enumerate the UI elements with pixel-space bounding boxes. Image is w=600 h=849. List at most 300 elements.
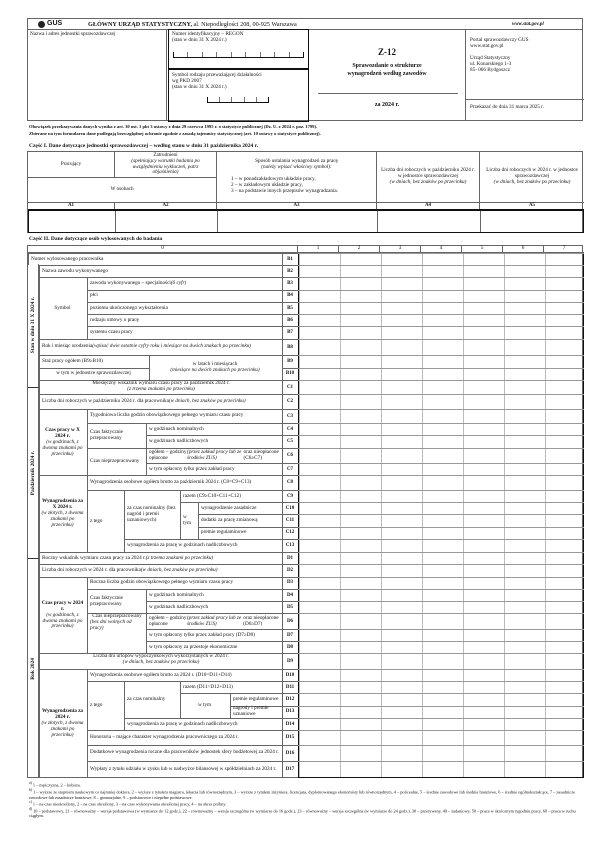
col-a4 xyxy=(377,152,480,202)
row-code: D11 xyxy=(282,681,298,693)
footnote-c: $^{c)}$ 1 – na czas nieokreślony, 2 – na czas określony, 3 – na czas wykonywania określonej pracy, 4 – na okres próbny. xyxy=(29,799,227,807)
row-code: B4 xyxy=(282,290,298,302)
table-row[interactable] xyxy=(298,577,584,589)
c6-label-text: oraz nieopłacone (C6≥C7) xyxy=(243,448,279,461)
nominal-label xyxy=(124,490,180,539)
footnotes xyxy=(29,781,584,819)
d7-label-text: w tym opłacony tylko przez zakład pracy (D7≥D8) xyxy=(149,631,255,638)
sposob-option-2: 2 – w zakładowym układzie pracy, xyxy=(231,181,303,188)
row-code: D10 xyxy=(282,669,298,681)
d17-label xyxy=(87,761,282,778)
table-row[interactable] xyxy=(298,277,584,289)
footnote-d: $^{d)}$ 10 – podstawowy, 21 – równoważny – wersja podstawowa (w wymiarze do 12 godz.), 22 – równoważny – wersja szczególna (w wymiarze do 16 godz.), 23 – równoważny – wersja szczególna (w wymiarze do 24 godz.), 30 – przerywany, 40 – zadaniowy, 50 – praca w skróconym tygodniu pracy, 60 – praca w ruchu ciągłym. xyxy=(29,806,576,819)
form-code: Z-12 xyxy=(378,47,396,57)
d2-label xyxy=(39,564,282,576)
c7-label-text: w tym opłacony tylko przez zakład pracy xyxy=(149,465,235,472)
gus-logo-text: GUS xyxy=(47,20,63,27)
fakt-r-label xyxy=(87,589,146,613)
nominal-r-label-text: za czas nominalny xyxy=(127,696,166,703)
d11-label-text: razem (D11>D12+D13) xyxy=(183,683,233,690)
row-code: B8 xyxy=(282,339,298,356)
c7-label xyxy=(146,463,282,475)
w-osobach-label: W osobach xyxy=(110,186,134,193)
wyn-r-group-text: Wynagrodzenia za 2024 r. xyxy=(41,708,84,721)
table-row[interactable] xyxy=(298,423,584,435)
row-code: C4 xyxy=(282,423,298,435)
table-row[interactable] xyxy=(298,601,584,613)
d5-label xyxy=(146,601,282,613)
part2-table xyxy=(27,245,583,778)
table-row[interactable] xyxy=(298,265,584,277)
b2-label-text: Nazwa zawodu wykonywanego xyxy=(42,267,108,274)
b6-label-text: rodzaju umowy o pracę xyxy=(90,316,139,323)
d15-label xyxy=(87,730,282,744)
row-code: C9 xyxy=(282,490,298,502)
code-a4: A4 xyxy=(377,203,480,209)
c2-label xyxy=(39,394,282,408)
institution-name: GŁÓWNY URZĄD STATYSTYCZNY, xyxy=(88,21,192,28)
form-title-1: Sprawozdanie o strukturze xyxy=(352,63,422,69)
table-row[interactable] xyxy=(298,564,584,576)
office-street: ul. Konarskiego 1-3 xyxy=(470,60,512,67)
regon-date: (stan w dniu 31 X 2024 r.) xyxy=(172,36,227,43)
b8-label-text: Rok i miesiąc urodzenia xyxy=(42,343,93,350)
fakt-r-label-text: Czas faktycznie przepracowany xyxy=(90,594,123,607)
d13-label-text: nagrody i premie uznaniowe xyxy=(233,705,269,718)
sposob-option-1: 1 – w ponadzakładowym układzie pracy, xyxy=(231,175,316,182)
czas-x-group-text: (w godzinach, z dwoma znakami po przecinku) xyxy=(42,438,83,457)
pkd-label: Symbol rodzaju przeważającej działalności xyxy=(172,72,262,78)
table-row[interactable] xyxy=(298,641,584,653)
row-code: C1 xyxy=(282,380,298,394)
c5-label xyxy=(146,435,282,447)
b7-label xyxy=(87,326,282,338)
czas-r-group xyxy=(39,577,87,654)
row-code: B9 xyxy=(282,355,298,367)
d6-label-text: (przez zakład pracy lub ze środków ZUS) xyxy=(187,614,242,627)
legal-note-2: Zbierane na tym formularzu dane podlegają bezwzględnej ochronie zgodnie z zasadą tajemnicy statystycznej (art. 10 ustawy o statystyce publicznej). xyxy=(29,131,321,136)
row-code: D5 xyxy=(282,601,298,613)
b6-label xyxy=(87,314,282,326)
c1-label-text: Miesięczny wskaźnik wymiaru czasu pracy za październik 2024 r. xyxy=(92,379,230,386)
z-tego-label xyxy=(87,490,124,552)
table-row[interactable] xyxy=(298,613,584,629)
row-code: C8 xyxy=(282,475,298,489)
table-row[interactable] xyxy=(298,435,584,447)
gus-logo-icon xyxy=(38,21,45,28)
table-row[interactable] xyxy=(298,653,584,669)
side-b-text: Stan w dniu 31 X 2024 r. xyxy=(29,297,36,354)
c11-label-text: dodatki za pracę zmianową xyxy=(201,517,258,523)
form-period-divider xyxy=(318,93,458,94)
d13-label xyxy=(230,706,282,718)
row-code: D8 xyxy=(282,641,298,653)
row-code: D12 xyxy=(282,693,298,705)
code-a2: A2 xyxy=(115,203,217,209)
b1-label xyxy=(28,253,282,265)
d9-label xyxy=(39,653,282,669)
row-code: C6 xyxy=(282,448,298,464)
row-code: D13 xyxy=(282,706,298,718)
c4-label-text: w godzinach nominalnych xyxy=(149,425,204,432)
c6-label-text: ogółem – godziny opłacone xyxy=(149,448,187,461)
part2-title: Część II. Dane dotyczące osób wylosowanych do badania xyxy=(29,236,163,242)
c10-label-text: wynagrodzenie zasadnicze xyxy=(201,504,257,511)
col-7-header: 7 xyxy=(562,245,566,251)
d12-label xyxy=(230,693,282,705)
c12-label xyxy=(198,527,282,539)
wyn-r-group xyxy=(39,669,87,778)
nominal-label-text: za czas nominalny (bez nagród i premii uznaniowych) xyxy=(127,504,176,523)
row-code: D16 xyxy=(282,745,298,762)
col-pracujacy xyxy=(28,152,115,178)
b9-label-text: Staż pracy ogółem (B9≥B10) xyxy=(42,357,103,364)
d16-label xyxy=(87,745,282,762)
w-tym-r-label-text: w tym xyxy=(197,702,212,709)
d4-label-text: w godzinach nominalnych xyxy=(149,591,204,598)
d10-label xyxy=(87,669,282,681)
deadline: Przekazać do dnia 31 marca 2025 r. xyxy=(466,99,584,116)
input-a5[interactable] xyxy=(481,211,583,232)
b9-unit-text: w latach i miesiącach xyxy=(192,361,238,368)
table-row[interactable] xyxy=(298,552,584,564)
col-a5 xyxy=(480,152,584,202)
z-tego-label-text: z tego xyxy=(90,517,103,524)
table-row[interactable] xyxy=(298,475,584,489)
col-1-header: 1 xyxy=(298,246,339,252)
row-code: C13 xyxy=(282,539,298,552)
legal-note-1: Obowiązek przekazywania danych wynika z art. 30 ust. 1 pkt 3 ustawy z dnia 29 czerwca 1995 r. o statystyce publicznej (Dz. U. z 2024 r. poz. 1799). xyxy=(29,124,318,129)
part1-title: Część I. Dane dotyczące jednostki sprawozdawczej – według stanu w dniu 31 października 2024 r. xyxy=(29,143,258,149)
side-label-b xyxy=(28,264,39,388)
table-row[interactable] xyxy=(298,355,584,367)
c9-label-text: razem (C9≥C10+C11+C12) xyxy=(183,492,241,499)
c2-label-text: (w dniach, bez znaków po przecinku) xyxy=(168,397,246,404)
czas-r-group-text: Czas pracy w 2024 r. xyxy=(41,599,84,612)
website: www.stat.gov.pl xyxy=(512,22,544,27)
d10-label-text: Wynagrodzenia osobowe ogółem brutto za 2024 r. (D10=D11+D14) xyxy=(90,671,232,678)
symbol-label-text: Symbol xyxy=(54,304,71,311)
row-code: C11 xyxy=(282,514,298,526)
b4-label xyxy=(87,290,282,302)
nieprzep-label-text: Czas nieprzepracowany xyxy=(90,458,140,465)
c13-label xyxy=(124,539,282,552)
table-row[interactable] xyxy=(298,302,584,314)
d8-label xyxy=(146,641,282,653)
d17-label-text: Wypłaty z tytułu udziału w zysku lub w nadwyżce bilansowej w spółdzielniach za 2024 r. xyxy=(90,766,277,773)
c1-label xyxy=(39,380,282,394)
table-row[interactable] xyxy=(298,514,584,526)
row-code: B2 xyxy=(282,265,298,277)
row-code: C10 xyxy=(282,502,298,514)
table-row[interactable] xyxy=(298,368,584,380)
b5-label-text: poziomu ukończonego wykształcenia xyxy=(90,304,168,311)
input-a1[interactable] xyxy=(29,211,116,232)
portal-line: Portal sprawozdawczy GUS xyxy=(470,37,529,43)
wyn-x-group-text: (w złotych, z dwoma znakami po przecinku) xyxy=(41,510,84,529)
d2-label-text: Liczba dni roboczych w 2024 r. dla pracownika xyxy=(42,567,141,574)
table-row[interactable] xyxy=(298,339,584,356)
office-city: 85- 066 Bydgoszcz xyxy=(470,66,511,73)
code-a1: A1 xyxy=(28,203,115,209)
table-row[interactable] xyxy=(298,681,584,693)
col-0-header: 0 xyxy=(28,246,298,252)
czas-x-group xyxy=(39,409,87,476)
d3-label-text: Roczna liczba godzin obowiązkowego pełnego wymiaru czasu pracy xyxy=(90,579,234,586)
b3-label-text: (6 cyfr) xyxy=(170,280,187,287)
d9-label-text: Liczba dni urlopów wypoczynkowych wykorzystanych w 2024 r. xyxy=(93,653,229,660)
col-sposob-note: (należy wpisać właściwy symbol): xyxy=(261,163,332,170)
c4-label xyxy=(146,423,282,435)
d9-label-text: (w dniach, bez znaków po przecinku) xyxy=(122,659,200,666)
b3-label xyxy=(87,277,282,289)
b5-label xyxy=(87,302,282,314)
footnote-b-text: 1 – wyższe ze stopniem naukowym co najmniej doktora, 2 – wyższe z tytułem magistra, lekarza lub równorzędnym, 3 – wyższe z tytułem inżyniera, licencjata, dyplomowanego ekonomisty lub równorzędnym, 4 – policealne, 5 – średnie zawodowe lub średnie branżowe, 6 – średnie ogólnokształcące, 7 – zasadnicze zawodowe lub zasadnicze branżowe, 8 – gimnazjalne, 9 – podstawowe i niepełne podstawowe. xyxy=(29,789,576,800)
footnote-a: $^{a)}$ 1 – mężczyzna, 2 – kobieta. xyxy=(29,781,81,788)
footnote-a-text: 1 – mężczyzna, 2 – kobieta. xyxy=(32,782,81,788)
d1-label xyxy=(39,552,282,564)
nieprzep-label xyxy=(87,448,146,476)
unit-name-label: Nazwa i adres jednostki sprawozdawczej xyxy=(30,31,116,37)
col-zatrudnieni xyxy=(115,152,217,178)
table-row[interactable] xyxy=(298,706,584,718)
col-zatrudnieni-label: Zatrudnieni xyxy=(153,151,178,158)
table-row[interactable] xyxy=(298,448,584,464)
z-tego-r-label xyxy=(87,681,124,730)
d1-label-text: (z trzema znakami po przecinku) xyxy=(145,554,214,561)
row-code: C2 xyxy=(282,394,298,408)
row-code: B10 xyxy=(282,368,298,380)
col-pracujacy-label: Pracujący xyxy=(60,160,82,167)
d16-label-text: Dodatkowe wynagrodzenia roczne dla pracowników jednostek sfery budżetowej za 2024 r. xyxy=(90,749,279,756)
c9-label xyxy=(180,490,282,502)
table-row[interactable] xyxy=(298,490,584,502)
d6-label-text: ogółem – godziny opłacone xyxy=(149,614,187,627)
code-a5: A5 xyxy=(528,203,536,208)
c8-label xyxy=(87,475,282,489)
row-code: D15 xyxy=(282,730,298,744)
pkd-label-2: wg PKD 2007 xyxy=(172,77,202,84)
c5-label-text: w godzinach nadliczbowych xyxy=(149,438,209,445)
nieprzep-r-label-text: (bez dni wolnych od pracy) xyxy=(90,619,132,632)
row-code: B7 xyxy=(282,326,298,338)
d12-label-text: premie regulaminowe xyxy=(233,696,279,703)
table-row[interactable] xyxy=(298,693,584,705)
row-code: B1 xyxy=(282,253,298,265)
gus-logo xyxy=(38,20,62,28)
code-a3: A3 xyxy=(217,203,377,209)
table-row[interactable] xyxy=(298,718,584,730)
b7-label-text: systemu czasu pracy xyxy=(90,329,133,336)
b3-label-text: zawodu wykonywanego – specjalności xyxy=(90,280,171,287)
b8-label xyxy=(39,339,282,356)
regon-box xyxy=(168,29,309,69)
input-a4[interactable] xyxy=(378,211,481,232)
c10-label xyxy=(198,502,282,514)
part1-input-row xyxy=(28,210,584,233)
wyn-x-group xyxy=(39,475,87,552)
row-code: D4 xyxy=(282,589,298,601)
row-code: C3 xyxy=(282,409,298,423)
wyn-r-group-text: (w złotych, z dwoma znakami po przecinku) xyxy=(41,720,84,738)
col-zatrudnieni-note: (spełniający warunki badania po uwzględnieniu wykluczeń, patrz objaśnienia) xyxy=(131,157,200,176)
part1-table xyxy=(27,151,583,233)
d1-label-text: Roczny wskaźnik wymiaru czasu pracy za 2024 r. xyxy=(42,554,146,561)
part1-codes-row xyxy=(28,202,584,210)
col-2-header: 2 xyxy=(339,246,380,252)
d3-label xyxy=(87,577,282,589)
row-code: D7 xyxy=(282,629,298,641)
b2-label xyxy=(39,265,282,277)
b10-label-text: w tym w jednostce sprawozdawczej xyxy=(56,370,131,377)
d4-label xyxy=(146,589,282,601)
table-row[interactable] xyxy=(298,730,584,744)
table-row[interactable] xyxy=(298,326,584,338)
table-row[interactable] xyxy=(298,745,584,762)
row-code: D3 xyxy=(282,577,298,589)
d14-label-text: wynagrodzenia za pracę w godzinach nadliczbowych xyxy=(127,720,238,727)
side-label-c xyxy=(28,388,39,559)
d14-label xyxy=(124,718,282,730)
row-code: C5 xyxy=(282,435,298,447)
table-row[interactable] xyxy=(298,629,584,641)
b9-unit-text: (miesiące na dwóch znakach po przecinku) xyxy=(170,367,260,374)
form-title-2: wynagrodzeń według zawodów xyxy=(347,71,427,77)
col-a5-label: Liczba dni roboczych w 2024 r. w jednostce sprawozdawczej xyxy=(486,167,578,180)
table-row[interactable] xyxy=(298,290,584,302)
d11-label xyxy=(180,681,282,693)
nieprzep-r-label-text: Czas nieprzepracowany xyxy=(92,613,142,620)
d15-label-text: Honoraria – mające charakter wynagrodzenia pracowniczego za 2024 r. xyxy=(90,733,239,740)
part2-header xyxy=(28,246,584,253)
wyn-x-group-text: Wynagrodzenia za X 2024 r. xyxy=(41,498,84,511)
table-row[interactable] xyxy=(298,463,584,475)
fakt-label xyxy=(87,423,146,447)
d2-label-text: (w dniach, bez znaków po przecinku) xyxy=(140,567,218,574)
regon-label: Numer identyfikacyjny – REGON xyxy=(172,31,244,37)
row-code: C12 xyxy=(282,527,298,539)
input-a3[interactable] xyxy=(218,211,378,232)
institution-address: al. Niepodległości 208, 00-925 Warszawa xyxy=(192,21,297,28)
input-a2[interactable] xyxy=(116,211,218,232)
col-sposob-label: Sposób ustalania wynagrodzeń za pracę xyxy=(255,158,338,164)
portal-box xyxy=(465,30,583,121)
footnote-c-text: 1 – na czas nieokreślony, 2 – na czas określony, 3 – na czas wykonywania określonej pracy, 4 – na okres próbny. xyxy=(32,801,227,807)
col-a5-note: (w dniach, bez znaków po przecinku) xyxy=(493,178,571,185)
d8-label-text: w tym opłacony za przestoje ekonomiczne xyxy=(149,643,238,650)
table-row[interactable] xyxy=(298,253,584,265)
d7-label xyxy=(146,629,282,641)
c12-label-text: premie regulaminowe xyxy=(201,529,247,536)
c3-label-text: Tygodniowa liczba godzin obowiązkowego pełnego wymiaru czasu pracy xyxy=(90,412,244,419)
pkd-box xyxy=(168,69,309,122)
w-tym-label xyxy=(180,502,198,539)
czas-r-group-text: (w godzinach, z dwoma znakami po przecinku) xyxy=(42,611,83,630)
table-row[interactable] xyxy=(298,539,584,552)
b4-label-text: płci xyxy=(90,292,98,299)
d6-label xyxy=(146,613,282,629)
row-code: D2 xyxy=(282,564,298,576)
d5-label-text: w godzinach nadliczbowych xyxy=(149,603,209,610)
office-name: Urząd Statystyczny xyxy=(470,54,511,61)
nieprzep-r-label xyxy=(87,613,146,653)
nominal-r-label xyxy=(124,681,180,718)
symbol-label xyxy=(39,277,87,338)
sposob-option-3: 3 – na podstawie innych przepisów wynagradzania. xyxy=(231,187,339,194)
pkd-input[interactable] xyxy=(207,97,269,103)
table-row[interactable] xyxy=(298,527,584,539)
footnote-b: $^{b)}$ 1 – wyższe ze stopniem naukowym co najmniej doktora, 2 – wyższe z tytułem magistra, lekarza lub równorzędnym, 3 – wyższe z tytułem inżyniera, licencjata, dyplomowanego ekonomisty lub równorzędnym, 4 – policealne, 5 – średnie zawodowe lub średnie branżowe, 6 – średnie ogólnokształcące, 7 – zasadnicze zawodowe lub zasadnicze branżowe, 8 – gimnazjalne, 9 – podstawowe i niepełne podstawowe. xyxy=(29,787,576,800)
b1-label-text: Numer wylosowanego pracownika xyxy=(31,255,104,262)
table-row[interactable] xyxy=(298,380,584,394)
row-code: D1 xyxy=(282,552,298,564)
row-code: D9 xyxy=(282,653,298,669)
z-tego-r-label-text: z tego xyxy=(90,702,103,709)
col-sposob xyxy=(217,152,377,202)
b9-unit xyxy=(149,355,282,379)
footnote-d-text: 10 – podstawowy, 21 – równoważny – wersja podstawowa (w wymiarze do 12 godz.), 22 – równoważny – wersja szczególna (w wymiarze do 16 godz.), 23 – równoważny – wersja szczególna (w wymiarze do 24 godz.), 30 – przerywany, 40 – zadaniowy, 50 – praca w skróconym tygodniu pracy, 60 – praca w ruchu ciągłym. xyxy=(29,808,576,819)
row-code: B6 xyxy=(282,314,298,326)
table-row[interactable] xyxy=(298,394,584,408)
table-row[interactable] xyxy=(298,669,584,681)
row-code: B5 xyxy=(282,302,298,314)
side-c-text: Październik 2024 r. xyxy=(29,450,36,496)
c6-label-text: (przez zakład pracy lub ze środków ZUS) xyxy=(187,448,242,461)
row-code: B3 xyxy=(282,277,298,289)
fakt-label-text: Czas faktycznie przepracowany xyxy=(90,428,123,441)
table-row[interactable] xyxy=(298,409,584,423)
c1-label-text: (z trzema znakami po przecinku) xyxy=(127,385,195,392)
col-5-header: 5 xyxy=(462,246,503,252)
row-code: D6 xyxy=(282,613,298,629)
row-code: D14 xyxy=(282,718,298,730)
portal-url: www.stat.gov.pl xyxy=(470,42,504,49)
c2-label-text: Liczba dni roboczych w październiku 2024 r. dla pracownika xyxy=(42,397,169,404)
b10-label xyxy=(39,368,149,380)
row-code: D17 xyxy=(282,761,298,778)
b9-label xyxy=(39,355,149,367)
col-3-header: 3 xyxy=(380,246,421,252)
regon-input[interactable] xyxy=(173,52,304,58)
c11-label xyxy=(198,514,282,526)
table-row[interactable] xyxy=(298,761,584,778)
unit-name-field[interactable] xyxy=(27,30,167,121)
side-label-d xyxy=(28,559,39,778)
d6-label-text: oraz nieopłacone (D6≥D7) xyxy=(243,614,279,627)
col-4-header: 4 xyxy=(421,246,462,252)
row-code: C7 xyxy=(282,463,298,475)
c3-label xyxy=(87,409,282,423)
table-row[interactable] xyxy=(298,502,584,514)
czas-x-group-text: Czas pracy w X 2024 r. xyxy=(45,426,80,439)
b8-label-text: (wpisać dwie ostatnie cyfry roku i miesiące na dwóch znakach po przecinku) xyxy=(92,343,251,350)
form-period: za 2024 r. xyxy=(374,102,400,108)
w-tym-label-text: w tym xyxy=(183,514,192,526)
col-a4-note: (w dniach, bez znaków po przecinku) xyxy=(389,178,467,185)
institution-line xyxy=(88,21,297,28)
c8-label-text: Wynagrodzenia osobowe ogółem brutto za październik 2024 r. (C8=C9+C13) xyxy=(90,479,252,486)
w-osobach xyxy=(28,178,217,202)
w-tym-r-label xyxy=(180,693,230,717)
c6-label xyxy=(146,448,282,464)
c13-label-text: wynagrodzenia za pracę w godzinach nadliczbowych xyxy=(127,542,238,549)
table-row[interactable] xyxy=(298,314,584,326)
pkd-date: (stan w dniu 31 X 2024 r.) xyxy=(172,83,227,90)
col-a4-label: Liczba dni roboczych w październiku 2024 r. w jednostce sprawozdawczej xyxy=(381,167,475,180)
side-d-text: Rok 2024 xyxy=(29,657,36,680)
col-6-header: 6 xyxy=(503,246,544,252)
table-row[interactable] xyxy=(298,589,584,601)
